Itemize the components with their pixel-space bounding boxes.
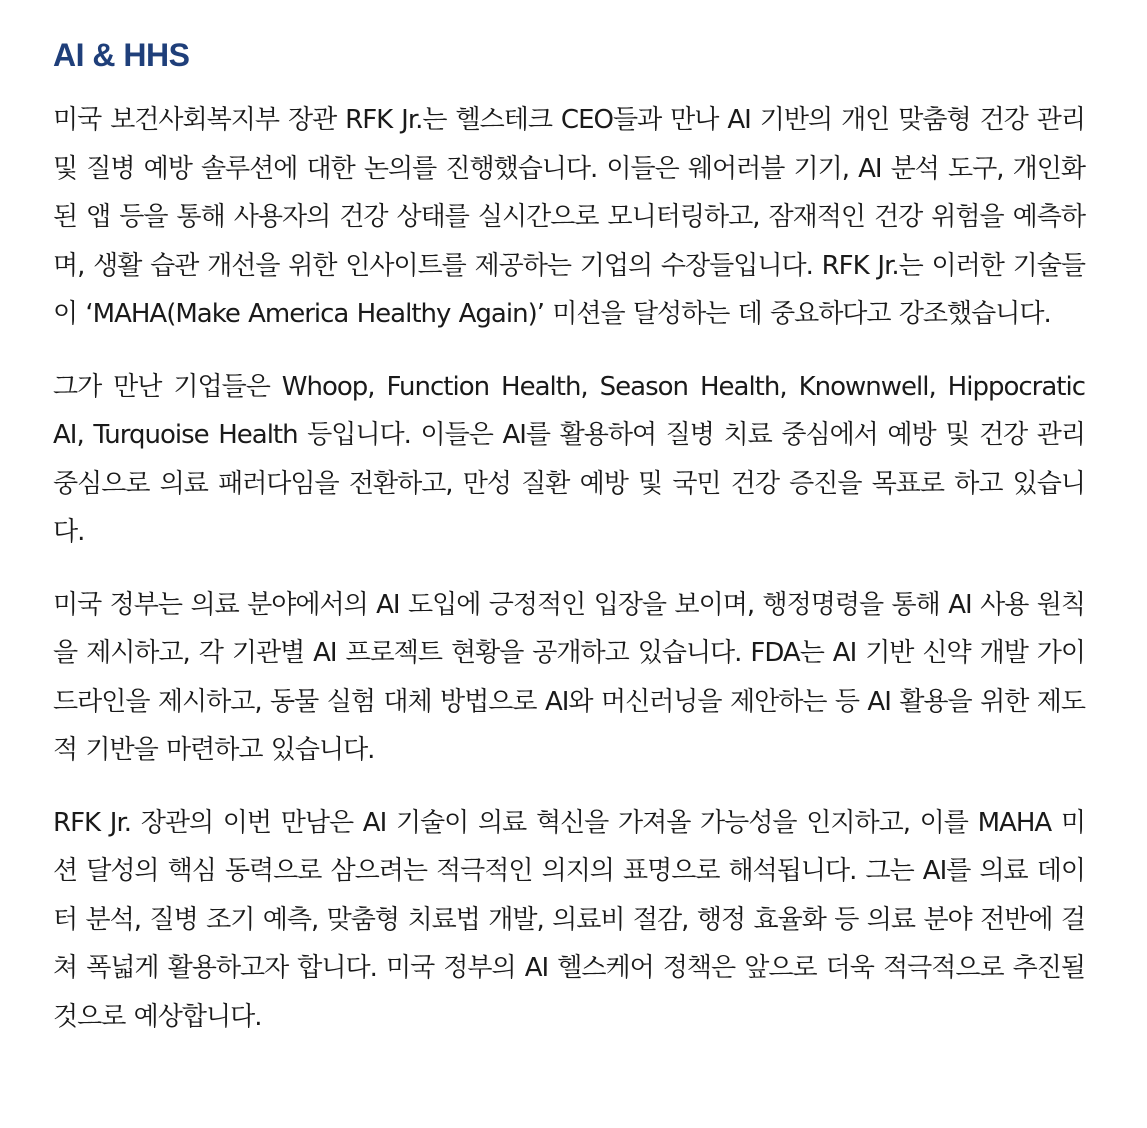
article-paragraph-3: 미국 정부는 의료 분야에서의 AI 도입에 긍정적인 입장을 보이며, 행정명령을 통해 AI 사용 원칙을 제시하고, 각 기관별 AI 프로젝트 현황을 공개하고 있습니다. FDA는 AI 기반 신약 개발 가이드라인을 제시하고, 동물 실험 대체 방법으로 AI와 머신러닝을 제안하는 등 AI 활용을 위한 제도적 기반을 마련하고 있습니다. [53, 589, 1085, 765]
article-paragraph-4: RFK Jr. 장관의 이번 만남은 AI 기술이 의료 혁신을 가져올 가능성을 인지하고, 이를 MAHA 미션 달성의 핵심 동력으로 삼으려는 적극적인 의지의 표명으로 해석됩니다. 그는 AI를 의료 데이터 분석, 질병 조기 예측, 맞춤형 치료법 개발, 의료비 절감, 행정 효율화 등 의료 분야 전반에 걸쳐 폭넓게 활용하고자 합니다. 미국 정부의 AI 헬스케어 정책은 앞으로 더욱 적극적으로 추진될 것으로 예상합니다. [53, 807, 1085, 1032]
article-paragraph-1: 미국 보건사회복지부 장관 RFK Jr.는 헬스테크 CEO들과 만나 AI 기반의 개인 맞춤형 건강 관리 및 질병 예방 솔루션에 대한 논의를 진행했습니다. 이들은 웨어러블 기기, AI 분석 도구, 개인화된 앱 등을 통해 사용자의 건강 상태를 실시간으로 모니터링하고, 잠재적인 건강 위험을 예측하며, 생활 습관 개선을 위한 인사이트를 제공하는 기업의 수장들입니다. RFK Jr.는 이러한 기술들이 ‘MAHA(Make America Healthy Again)’ 미션을 달성하는 데 중요하다고 강조했습니다. [53, 105, 1085, 329]
article-title: AI & HHS [53, 37, 190, 73]
article-paragraph-2: 그가 만난 기업들은 Whoop, Function Health, Season Health, Knownwell, Hippocratic AI, Turquoise Health 등입니다. 이들은 AI를 활용하여 질병 치료 중심에서 예방 및 건강 관리 중심으로 의료 패러다임을 전환하고, 만성 질환 예방 및 국민 건강 증진을 목표로 하고 있습니다. [53, 371, 1085, 547]
article [53, 30, 1085, 1041]
